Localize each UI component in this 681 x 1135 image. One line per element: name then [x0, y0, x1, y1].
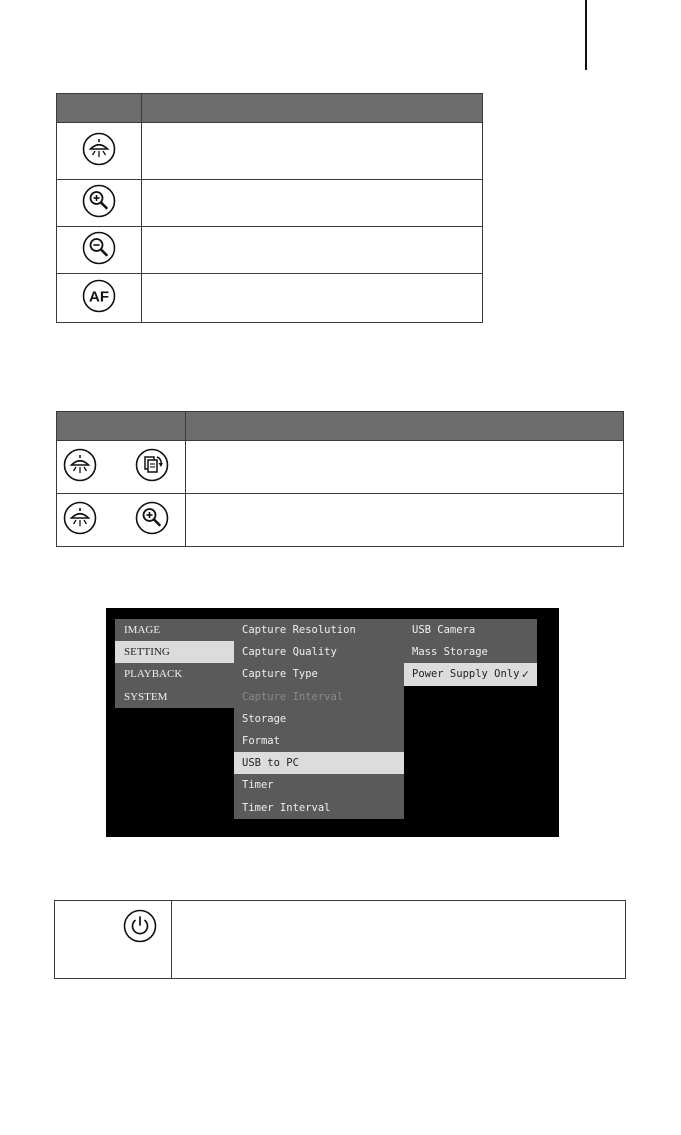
setting-timer[interactable]: Timer [242, 779, 274, 792]
table-header-row [57, 412, 624, 441]
lamp-icon [63, 448, 97, 487]
setting-capture-resolution[interactable]: Capture Resolution [242, 624, 356, 636]
table-header-row [57, 94, 483, 123]
table-row [55, 901, 626, 979]
setting-usb-to-pc[interactable]: USB to PC [234, 752, 404, 774]
function-description [186, 441, 624, 494]
setting-capture-interval: Capture Interval [242, 690, 344, 703]
cut-line [585, 0, 587, 70]
setting-storage[interactable]: Storage [242, 712, 287, 725]
power-button-table [54, 900, 626, 979]
autofocus-label: AF [89, 288, 109, 305]
power-icon [123, 909, 157, 948]
menu-item-image[interactable]: IMAGE [124, 624, 161, 636]
option-label: Power Supply Only [412, 668, 520, 681]
table-row [57, 123, 483, 180]
function-description [142, 274, 483, 323]
zoom-out-icon [82, 231, 116, 270]
table-row [57, 227, 483, 274]
menu-item-system[interactable]: SYSTEM [124, 690, 168, 703]
zoom-in-icon [82, 184, 116, 223]
option-mass-storage[interactable]: Mass Storage [412, 646, 488, 659]
table-row [57, 274, 483, 323]
menu-item-playback[interactable]: PLAYBACK [124, 668, 183, 681]
freeze-rotate-icon [135, 448, 169, 487]
header-function [186, 412, 624, 441]
button-function-table [56, 93, 483, 323]
setting-capture-type[interactable]: Capture Type [242, 668, 318, 681]
check-icon: ✓ [521, 667, 529, 682]
setting-timer-interval[interactable]: Timer Interval [242, 801, 331, 814]
menu-item-setting[interactable]: SETTING [115, 641, 239, 663]
button-combination-table [56, 411, 624, 547]
autofocus-icon [82, 279, 116, 318]
osd-menu-screenshot [106, 608, 559, 837]
function-description [142, 123, 483, 180]
zoom-in-icon [135, 501, 169, 540]
table-row [57, 441, 624, 494]
setting-capture-quality[interactable]: Capture Quality [242, 646, 337, 659]
setting-format[interactable]: Format [242, 734, 280, 747]
lamp-icon [82, 132, 116, 171]
function-description [142, 180, 483, 227]
option-usb-camera[interactable]: USB Camera [412, 624, 476, 636]
table-row [57, 494, 624, 547]
function-description [186, 494, 624, 547]
main-menu [115, 619, 239, 708]
function-description [142, 227, 483, 274]
usb-options-submenu [404, 619, 537, 686]
option-power-supply-only[interactable] [404, 663, 537, 685]
header-button [57, 94, 142, 123]
header-combination [57, 412, 186, 441]
lamp-icon [63, 501, 97, 540]
function-description [172, 901, 626, 979]
header-function [142, 94, 483, 123]
settings-submenu [234, 619, 404, 819]
table-row [57, 180, 483, 227]
